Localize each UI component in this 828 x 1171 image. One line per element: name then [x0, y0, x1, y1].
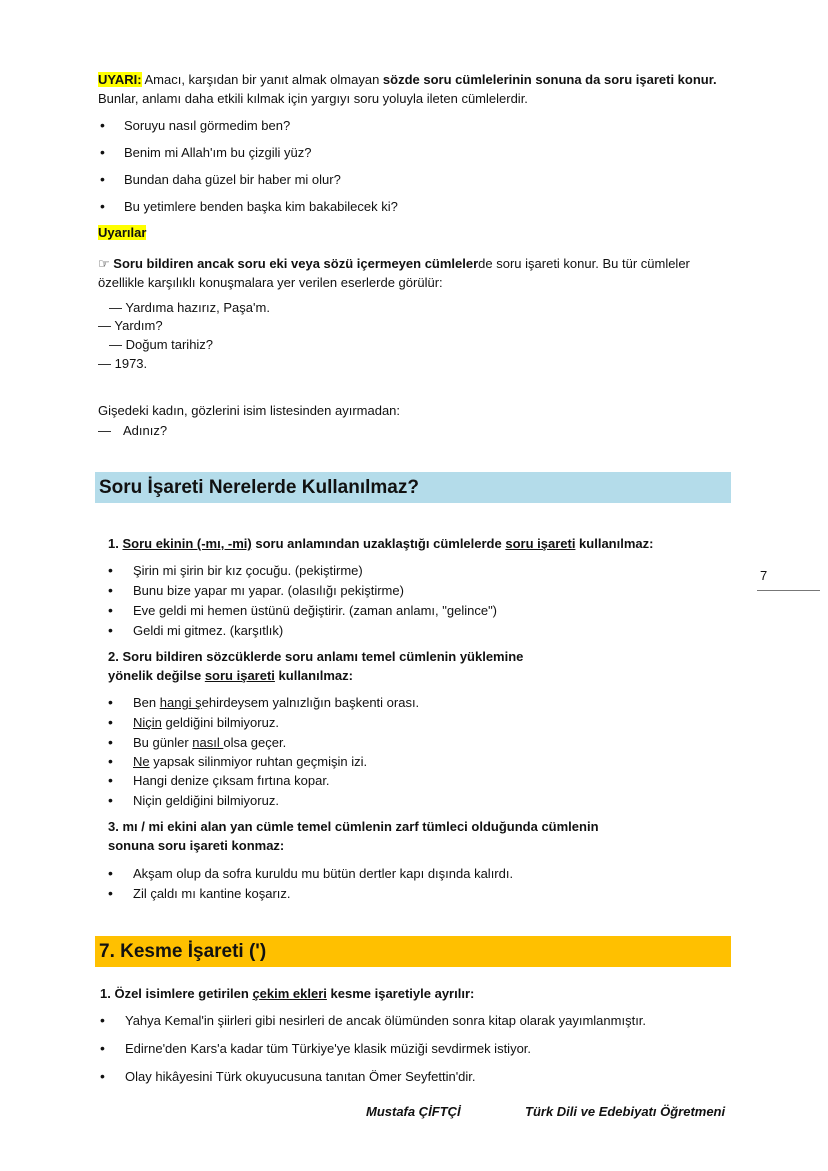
warning-bold-text: sözde soru cümlelerinin sonuna da soru işareti konur.	[382, 72, 717, 87]
bullet-icon: •	[108, 582, 113, 598]
bullet-icon: •	[108, 772, 113, 788]
bullet-icon: •	[100, 117, 105, 133]
bullet-icon: •	[108, 714, 113, 730]
warning-label: UYARI:	[98, 72, 142, 87]
rule-1-heading: 1. Soru ekinin (-mı, -mi) soru anlamından uzaklaştığı cümlelerde soru işareti kullanılmaz:	[108, 536, 654, 551]
warning-paragraph	[98, 70, 738, 108]
bullet-icon: •	[108, 753, 113, 769]
bullet-icon: •	[108, 694, 113, 710]
pointing-hand-icon: ☞	[98, 256, 110, 271]
bullet-icon: •	[108, 562, 113, 578]
bullet-icon: •	[108, 865, 113, 881]
bullet-icon: •	[100, 1068, 105, 1084]
bullet-icon: •	[100, 144, 105, 160]
bullet-icon: •	[100, 198, 105, 214]
bullet-icon: •	[100, 1012, 105, 1028]
rule-2-heading-line2: yönelik değilse soru işareti kullanılmaz:	[108, 668, 353, 683]
rule-3-heading-line2: sonuna soru işareti konmaz:	[108, 838, 285, 853]
bullet-icon: •	[108, 602, 113, 618]
clerk-reply: — Adınız?	[98, 423, 168, 438]
dialogue-line: — 1973.	[98, 356, 148, 371]
clerk-line: Gişedeki kadın, gözlerini isim listesinden ayırmadan:	[98, 403, 401, 418]
warnings-label: Uyarılar	[98, 225, 147, 240]
section-header-soru-isareti: Soru İşareti Nerelerde Kullanılmaz?	[95, 472, 731, 503]
warning-text-1: Amacı, karşıdan bir yanıt almak olmayan	[141, 72, 383, 87]
bullet-icon: •	[100, 1040, 105, 1056]
bullet-icon: •	[108, 792, 113, 808]
kesme-rule-1-heading: 1. Özel isimlere getirilen çekim ekleri kesme işaretiyle ayrılır:	[100, 986, 475, 1001]
page-number-rule	[757, 590, 820, 591]
footer-role: Türk Dili ve Edebiyatı Öğretmeni	[525, 1104, 726, 1119]
footer-author: Mustafa ÇİFTÇİ	[366, 1104, 461, 1119]
dialogue-line: — Doğum tarihiz?	[109, 337, 214, 352]
dialogue-line: — Yardıma hazırız, Paşa'm.	[109, 300, 270, 315]
bullet-icon: •	[108, 885, 113, 901]
dialogue-line: — Yardım?	[98, 318, 163, 333]
rule-3-heading-line1: 3. mı / mi ekini alan yan cümle temel cümlenin zarf tümleci olduğunda cümlenin	[108, 819, 599, 834]
warning-text-2: Bunlar, anlamı daha etkili kılmak için yargıyı soru yoluyla ileten cümlelerdir.	[98, 91, 528, 106]
warning2-paragraph: ☞ Soru bildiren ancak soru eki veya sözü içermeyen cümlelerde soru işareti konur. Bu tür cümleler özellikle karşılıklı konuşmalara yer verilen eserlerde görülür:	[98, 256, 690, 290]
bullet-icon: •	[100, 171, 105, 187]
rule-2-heading-line1: 2. Soru bildiren sözcüklerde soru anlamı temel cümlenin yüklemine	[108, 649, 524, 664]
page-number: 7	[760, 568, 768, 583]
bullet-icon: •	[108, 734, 113, 750]
bullet-icon: •	[108, 622, 113, 638]
section-header-kesme-isareti: 7. Kesme İşareti (')	[95, 936, 731, 967]
